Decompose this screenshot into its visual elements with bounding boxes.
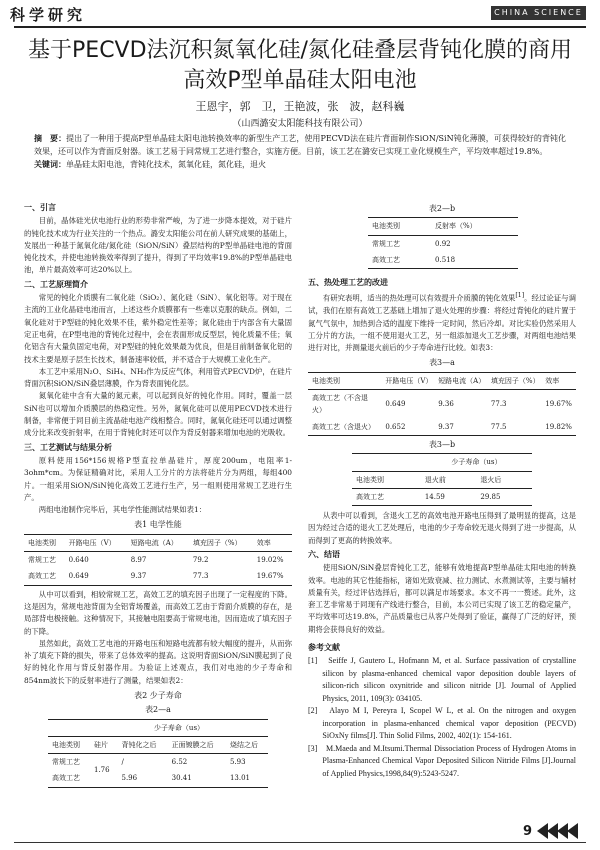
abstract-text: 提出了一种用于提高P型单晶硅太阳电池转换效率的新型生产工艺，使用PECVD法在硅片背面制作SiON/SiN钝化薄膜，可获得较好的背钝化效果，还可以作为背面反射器。该工艺易于同常规工艺进行整合，实施方便。目前，该工艺在潞安已实现工业化规模生产，平均效率超过19.8%。: [34, 134, 567, 156]
table-cell: 19.67%: [256, 572, 284, 581]
authors: 王恩宇，郭 卫，王艳波，张 波，赵科巍: [195, 100, 405, 113]
paragraph: 目前，晶体硅光伏电池行业的形势非常严峻，为了进一步降本提效，对于硅片的钝化技术成为行业关注的一个热点。潞安太阳能公司在前人研究成果的基础上，发展出一种基于氮氧化硅/氮化硅（SiON/SiN）叠层结构的P型单晶硅电池的背面钝化技术，并使电池转换效率得到了提升，得到了平均效率19.8%的P型单晶硅电池，单片最高效率可达20%以上。: [24, 216, 292, 275]
title-line-1: 基于PECVD法沉积氮氧化硅/氮化硅叠层背钝化膜的商用: [28, 38, 572, 63]
table-row: [368, 235, 518, 252]
page-arrows-icon: [536, 822, 580, 840]
table-row: [48, 754, 268, 771]
footer-rule: [14, 842, 586, 843]
column-name: 科学研究: [10, 6, 87, 24]
paragraph: [308, 290, 576, 354]
citation: [1]: [515, 292, 525, 300]
table-cell: 高效工艺: [372, 255, 400, 264]
paragraph-text: 有研究表明，适当的热处理可以有效提升介质膜的钝化效果: [322, 293, 516, 303]
table-row: [308, 390, 576, 419]
section-6-heading: 六、结语: [308, 550, 340, 559]
table-cell: 5.93: [229, 758, 246, 767]
table-header: 退火后: [480, 475, 502, 484]
article-title: [20, 36, 580, 96]
affiliation: （山西潞安太阳能科技有限公司）: [232, 119, 368, 129]
paragraph: 原料使用156*156规格P型直拉单晶硅片，厚度200um，电阻率1-3ohm*cm。为保证精确对比，采用人工分片的方法将硅片分为两组，每组400片。一组采用SiON/SiN钝化高效工艺进行生产，另一组则使用常规工艺进行生产。: [24, 455, 292, 502]
table-cell: 高效工艺（不含退火）: [312, 394, 368, 415]
table-cell: 高效工艺: [356, 492, 384, 501]
table-cell: 高效工艺: [52, 774, 80, 783]
table-cell: 0.92: [435, 239, 451, 248]
table-header: 正面镀膜之后: [171, 740, 214, 749]
reference-list: [308, 655, 576, 780]
table-cell: 高效工艺: [28, 572, 56, 581]
page-number: 9: [522, 824, 532, 839]
abstract-label: 摘 要：: [34, 134, 67, 143]
table-2-caption: 表2 少子寿命: [134, 690, 182, 700]
table-header: 电池类别: [372, 222, 400, 231]
table-cell: 9.37: [130, 572, 147, 581]
table-header: 效率: [545, 376, 560, 385]
table-cell: 19.67%: [545, 400, 572, 409]
page-header: [0, 0, 600, 28]
table-row: [24, 552, 292, 569]
table-header: 短路电流（A）: [130, 538, 178, 547]
table-cell: 77.3: [192, 572, 209, 581]
table-header: 电池类别: [312, 376, 340, 385]
keywords-label: 关键词：: [34, 160, 66, 169]
paragraph: 氮氧化硅中含有大量的氮元素，可以起到良好的钝化作用。同时，覆盖一层SiN也可以增加介质膜层的热稳定性。另外，氮氧化硅可以使用PECVD技术进行制备，非常便于同目前主流晶硅电池产线相整合。同时，氮氧化硅还可以通过调整成分比来改变折射率，在用于背钝化时还可以作为背反射器来增加电池的光吸收。: [24, 391, 292, 438]
reference-item: [3] M.Maeda and M.Itsumi.Thermal Dissociation Process of Hydrogen Atoms in Plasma-Enhanced Chemical Vapor Deposited Silicon Nitride Films [J].Journal of Applied Physics,1998,84(9):5243-5247.: [308, 743, 576, 778]
table-cell: 9.37: [438, 422, 454, 431]
table-cell: 79.2: [192, 556, 209, 565]
table-cell: 0.652: [385, 422, 406, 431]
table-group-header: 少子寿命（us）: [153, 723, 205, 732]
paragraph-text: 。经过论证与调试，我们在原有高效工艺基础上增加了退火处理的步骤：将经过背钝化的硅片置于氮气气氛中，加热到合适的温度下维持一定时间，然后冷却。对比实验仍然采用人工分片的方法，一组不使用退火工艺，另一组添加退火工艺步骤，对两组电池结果进行对比，并测量退火前后的少子寿命进行比较。如表3：: [308, 293, 576, 353]
table-cell: 常规工艺: [52, 758, 80, 767]
table-cell: 常规工艺: [28, 556, 56, 565]
table-row: [368, 252, 518, 269]
reference-item: [2] Alayo M I, Pereyra I, Scopel W L, et al. On the nitrogen and oxygen incorporation in plasma-enhanced chemical vapor deposition (PECVD) SiOxNy films[J]. Thin Solid Films, 2002, 402(1): 154-161.: [308, 706, 576, 741]
table-header: 背钝化之后: [121, 740, 157, 749]
table-header: 短路电流（A）: [438, 376, 486, 385]
table-1-caption: 表1 电学性能: [134, 520, 182, 530]
table-3b-label: 表3—b: [428, 439, 456, 449]
table-3a: [308, 372, 576, 436]
table-2b-label: 表2—b: [428, 204, 456, 213]
table-2a: [48, 719, 268, 788]
paragraph: 使用SiON/SiN叠层背钝化工艺，能够有效地提高P型单晶硅太阳电池的转换效率。电池的其它性能指标，诸如光致衰减、拉力测试、水煮测试等，主要与辅材质量有关，经过评估选择后，都可以满足市场要求。本文不再一一赘述。此外，这套工艺非常易于同现有产线进行整合，目前，本公司已实现了该工艺的稳定量产，平均效率可达19.8%，产品质量也已从客户处得到了验证，赢得了广泛的好评，预期将会获得良好的效益。: [308, 563, 576, 634]
keywords-text: 单晶硅太阳电池，背钝化技术，氮氧化硅，氮化硅，退火: [66, 160, 266, 169]
table-header: 反射率（%）: [435, 222, 477, 231]
paragraph: 常见的钝化介质膜有二氧化硅（SiO₂）、氮化硅（SiN）、氧化铝等。对于现在主流的工业化晶硅电池而言，上述这些介质膜都有一些难以克服的缺点。例如，二氧化硅对于P型硅的钝化效果不佳，紫外稳定性差等；氮化硅由于内部含有大量固定正电荷，在P型电池的背钝化过程中，会在表面形成反型层，钝化质量不佳；氧化铝含有大量负固定电荷，对P型硅的钝化效果最为优良，但是目前制备氧化铝的技术主要是原子层生长技术，制备速率较低，并不适合于大规模工业化生产。: [24, 293, 292, 364]
paragraph: 虽然如此，高效工艺电池的开路电压和短路电流都有较大幅度的提升，从而弥补了填充下降的损失，带来了总体效率的提高。这说明背面SiON/SiN膜起到了良好的钝化作用与背反射器作用。为验证上述观点，我们对电池的少子寿命和854nm波长下的反射率进行了测量，结果如表2：: [24, 638, 292, 685]
table-cell: 0.649: [385, 400, 406, 409]
left-column: [24, 200, 292, 788]
table-row: [24, 568, 292, 585]
table-header: 电池类别: [356, 475, 384, 484]
table-2b: [368, 217, 518, 269]
table-cell: 30.41: [171, 774, 192, 783]
table-cell: 77.3: [490, 400, 507, 409]
table-row: [352, 488, 532, 505]
journal-tag: CHINA SCIENCE: [491, 6, 586, 20]
table-3a-label: 表3—a: [429, 358, 455, 368]
table-cell: 9.36: [438, 400, 454, 409]
table-cell: 14.59: [424, 492, 445, 501]
table-cell: 6.52: [171, 758, 188, 767]
table-header: 电池类别: [52, 740, 80, 749]
reference-item: [1] Seiffe J, Gautero L, Hofmann M, et al. Surface passivation of crystalline silicon by plasma-enhanced chemical vapor deposition double layers of silicon-rich silicon oxynitride and silicon nitride [J]. Journal of Applied Physics, 2011, 109(3): 034105.: [308, 656, 576, 703]
table-cell: 19.82%: [545, 422, 572, 431]
table-header: 电池类别: [28, 538, 56, 547]
table-row: [48, 770, 268, 787]
table-cell: 常规工艺: [372, 239, 400, 248]
paragraph: 本工艺中采用N₂O、SiH₄、NH₃作为反应气体，利用管式PECVD炉，在硅片背面沉积SiON/SiN叠层薄膜，作为背表面钝化层。: [24, 366, 292, 389]
table-row: [308, 419, 576, 436]
table-2a-label: 表2—a: [145, 705, 171, 715]
table-cell: 0.518: [435, 255, 456, 264]
section-2-heading: 二、工艺原理简介: [24, 279, 88, 289]
table-cell: 77.5: [490, 422, 507, 431]
table-header: 开路电压（V）: [385, 376, 433, 385]
table-group-header: 少子寿命（us）: [451, 458, 502, 467]
table-cell: 高效工艺（含退火）: [312, 422, 375, 431]
table-cell: 1.76: [93, 766, 110, 775]
table-cell: 0.649: [68, 572, 89, 581]
table-cell: /: [121, 758, 124, 767]
references-heading: 参考文献: [308, 643, 340, 653]
paragraph: 从中可以看到，相较常规工艺，高效工艺的填充因子出现了一定程度的下降。这是因为，常规电池背面为全铝背场覆盖，而高效工艺由于背面介质膜的存在，是局部背电极接触。这种情况下，其接触电阻要高于常规电池，因而造成了填充因子的下降。: [24, 589, 292, 636]
section-3-heading: 三、工艺测试与结果分析: [24, 442, 112, 452]
table-3b: [352, 453, 532, 506]
table-header: 退火前: [424, 475, 446, 484]
section-5-heading: 五、热处理工艺的改进: [308, 278, 388, 288]
table-cell: 19.02%: [256, 556, 284, 565]
table-header: 开路电压（V）: [68, 538, 116, 547]
abstract: [34, 132, 566, 158]
keywords: [34, 158, 566, 171]
table-cell: 8.97: [130, 556, 147, 565]
table-header: 硅片: [93, 740, 108, 749]
section-1-heading: 一、引言: [24, 203, 56, 212]
table-header: 烧结之后: [229, 740, 258, 749]
table-cell: 29.85: [480, 492, 501, 501]
header-rule: [14, 26, 586, 28]
table-1: [24, 534, 292, 586]
paragraph: 两组电池制作完毕后，其电学性能测试结果如表1：: [38, 505, 207, 515]
table-cell: 0.640: [68, 556, 89, 565]
table-header: 填充因子（%）: [490, 376, 540, 385]
table-header: 填充因子（%）: [192, 538, 242, 547]
right-column: [308, 200, 576, 780]
table-header: 效率: [256, 538, 271, 547]
table-cell: 5.96: [121, 774, 138, 783]
table-cell: 13.01: [229, 774, 251, 783]
paragraph: 从表中可以看到，含退火工艺的高效电池开路电压得到了最明显的提高，这是因为经过合适的退火工艺处理后，电池的少子寿命较无退火得到了进一步提高，从而得到了更高的转换效率。: [308, 511, 576, 545]
title-line-2: 高效P型单晶硅太阳电池: [183, 68, 417, 93]
